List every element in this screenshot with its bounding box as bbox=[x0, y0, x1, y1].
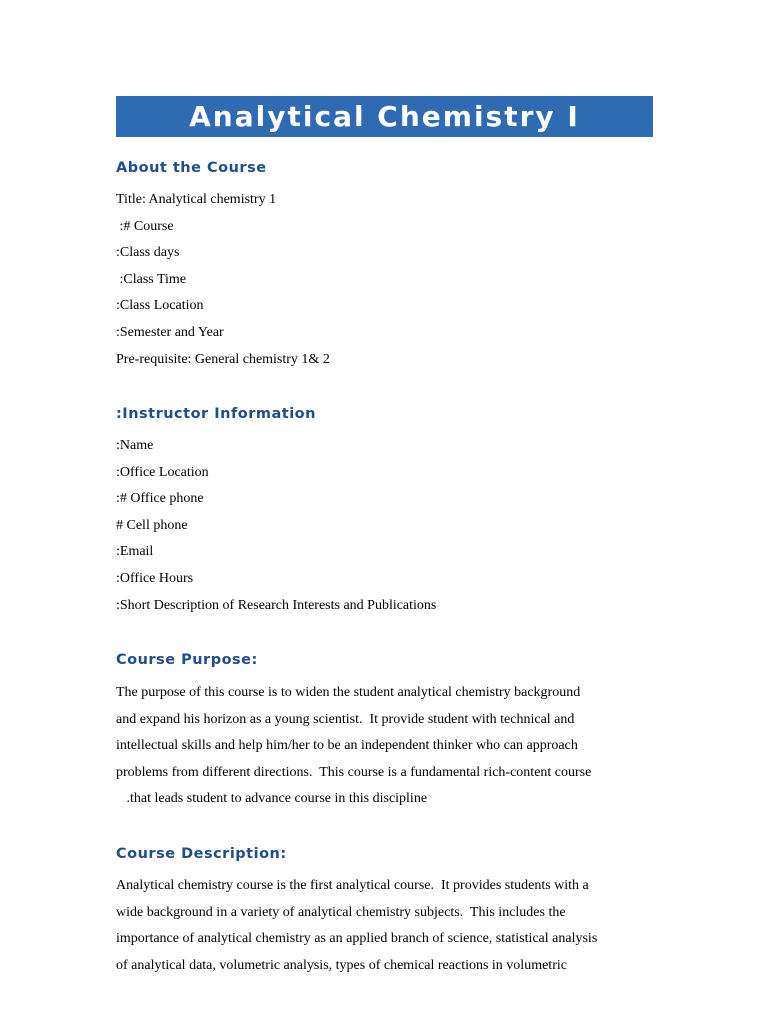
purpose-line: The purpose of this course is to widen the student analytical chemistry background bbox=[116, 685, 581, 700]
about-line: :Class Location bbox=[116, 298, 204, 314]
instructor-line: :# Office phone bbox=[116, 491, 204, 507]
purpose-heading: Course Purpose: bbox=[116, 652, 258, 668]
instructor-line: # Cell phone bbox=[116, 517, 188, 533]
about-heading: About the Course bbox=[116, 160, 267, 176]
instructor-line: :Email bbox=[116, 544, 154, 560]
title-banner bbox=[116, 96, 653, 137]
about-line: :Semester and Year bbox=[116, 324, 224, 340]
purpose-line: .that leads student to advance course in this discipline bbox=[116, 791, 428, 806]
instructor-line: :Short Description of Research Interests and Publications bbox=[116, 597, 437, 613]
description-line: wide background in a variety of analytical chemistry subjects. This includes the bbox=[116, 904, 566, 920]
instructor-line: :Office Hours bbox=[116, 570, 194, 586]
instructor-heading: :Instructor Information bbox=[116, 406, 316, 422]
purpose-paragraph bbox=[116, 680, 661, 813]
about-line: :# Course bbox=[116, 218, 174, 234]
document-title: Analytical Chemistry I bbox=[189, 100, 580, 133]
purpose-line: and expand his horizon as a young scientist. It provide student with technical and bbox=[116, 711, 575, 727]
description-line: Analytical chemistry course is the first analytical course. It provides students with a bbox=[116, 878, 589, 893]
about-line: Title: Analytical chemistry 1 bbox=[116, 192, 277, 207]
about-list bbox=[116, 187, 330, 373]
purpose-line: intellectual skills and help him/her to be an independent thinker who can approach bbox=[116, 738, 578, 753]
description-heading: Course Description: bbox=[116, 846, 287, 862]
about-line: :Class days bbox=[116, 245, 180, 261]
instructor-list bbox=[116, 433, 436, 619]
description-line: importance of analytical chemistry as an applied branch of science, statistical analysis bbox=[116, 931, 598, 946]
description-paragraph bbox=[116, 873, 661, 979]
purpose-line: problems from different directions. This course is a fundamental rich-content course bbox=[116, 764, 592, 780]
description-line: of analytical data, volumetric analysis, types of chemical reactions in volumetric bbox=[116, 957, 567, 973]
about-line: :Class Time bbox=[116, 271, 187, 287]
about-line: Pre-requisite: General chemistry 1& 2 bbox=[116, 351, 330, 367]
instructor-line: :Office Location bbox=[116, 464, 209, 480]
instructor-line: :Name bbox=[116, 438, 154, 453]
